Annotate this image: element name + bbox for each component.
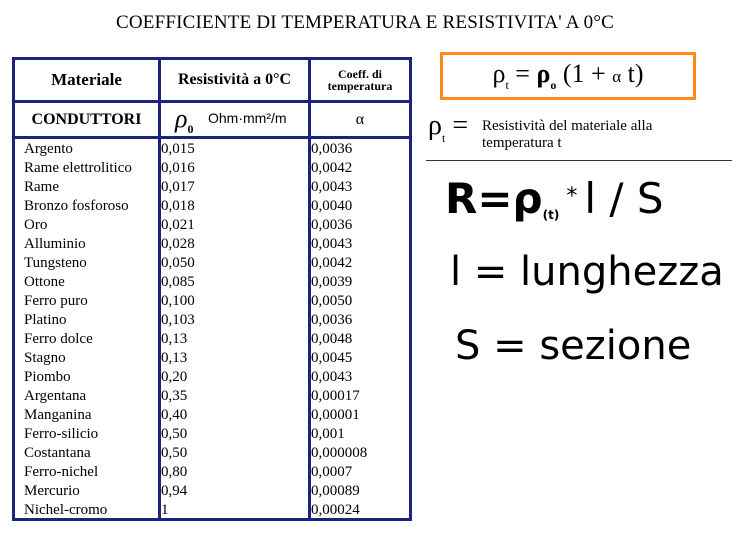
page-title: COEFFICIENTE DI TEMPERATURA E RESISTIVITA' A 0°C (116, 12, 614, 33)
resistivity-value: 0,50 (161, 426, 188, 442)
resistivity-value: 0,016 (161, 160, 195, 176)
resistivity-table (12, 57, 412, 521)
header-coefficient-line2: temperatura (327, 79, 393, 93)
material-name: Costantana (24, 445, 91, 461)
material-name: Ferro-nichel (24, 464, 99, 480)
category-conduttori: CONDUTTORI (31, 110, 142, 128)
resistance-formula: $R=\rho_{(t)}$ * l / S (445, 174, 664, 223)
resistivity-value: 0,13 (161, 331, 188, 347)
resistivity-value: 0,94 (161, 483, 188, 499)
coefficient-value: 0,0042 (311, 160, 353, 176)
resistivity-value: 0,100 (161, 293, 195, 309)
rho-t-definition-line2: temperatura t (482, 135, 562, 151)
coefficient-value: 0,0042 (311, 255, 353, 271)
resistivity-value: 0,050 (161, 255, 195, 271)
section-definition: S = sezione (455, 323, 692, 369)
material-name: Ferro dolce (24, 331, 93, 347)
resistivity-value: 0,20 (161, 369, 188, 385)
material-name: Stagno (24, 350, 66, 366)
coefficient-value: 0,0050 (311, 293, 353, 309)
coefficient-value: 0,0040 (311, 198, 353, 214)
coefficient-value: 0,0036 (311, 217, 353, 233)
resistivity-values-column (161, 140, 195, 520)
coefficient-value: 0,001 (311, 426, 345, 442)
temperature-formula: $\rho_t = \rho_o$ (1 + α t) (492, 59, 644, 92)
resistivity-value: 0,018 (161, 198, 195, 214)
resistivity-value: 0,015 (161, 141, 195, 157)
coefficient-value: 0,00089 (311, 483, 360, 499)
length-definition: l = lunghezza (450, 249, 724, 295)
coefficient-value: 0,0043 (311, 369, 353, 385)
temperature-formula-box (440, 52, 696, 100)
material-name: Ferro-silicio (24, 426, 99, 442)
material-name: Alluminio (24, 236, 86, 252)
coefficient-value: 0,00017 (311, 388, 360, 404)
material-names-column (24, 140, 132, 520)
material-name: Mercurio (24, 483, 80, 499)
coefficient-value: 0,00024 (311, 502, 360, 518)
rho-t-definition-line1: Resistività del materiale alla (482, 118, 653, 134)
coefficient-value: 0,000008 (311, 445, 368, 461)
resistivity-value: 1 (161, 502, 169, 518)
coefficient-value: 0,0048 (311, 331, 353, 347)
coefficient-value: 0,0036 (311, 312, 353, 328)
coefficient-value: 0,0043 (311, 179, 353, 195)
header-resistivity: Resistività a 0°C (177, 71, 292, 88)
resistivity-value: 0,021 (161, 217, 195, 233)
material-name: Rame elettrolitico (24, 160, 132, 176)
table-subheader-divider (15, 136, 409, 139)
coefficient-value: 0,0043 (311, 236, 353, 252)
resistivity-value: 0,017 (161, 179, 195, 195)
coefficient-values-column (311, 140, 367, 520)
coefficient-value: 0,0039 (311, 274, 353, 290)
material-name: Argento (24, 141, 73, 157)
alpha-symbol: α (355, 110, 365, 128)
resistivity-value: 0,085 (161, 274, 195, 290)
material-name: Argentana (24, 388, 87, 404)
resistivity-unit: Ohm·mm²/m (208, 110, 287, 126)
material-name: Nichel-cromo (24, 502, 108, 518)
material-name: Oro (24, 217, 48, 233)
resistivity-value: 0,40 (161, 407, 188, 423)
resistivity-value: 0,50 (161, 445, 188, 461)
rho-t-symbol: $\rho_t$ = (428, 110, 469, 145)
rho-t-definition (482, 118, 732, 152)
coefficient-value: 0,0036 (311, 141, 353, 157)
resistivity-value: 0,13 (161, 350, 188, 366)
resistivity-value: 0,028 (161, 236, 195, 252)
rho-zero-symbol: $\rho_0$ (175, 104, 194, 137)
material-name: Tungsteno (24, 255, 87, 271)
material-name: Platino (24, 312, 67, 328)
coefficient-value: 0,00001 (311, 407, 360, 423)
resistivity-value: 0,80 (161, 464, 188, 480)
header-coefficient-line1: Coeff. di (337, 67, 382, 81)
material-name: Manganina (24, 407, 92, 423)
header-coefficient (311, 60, 409, 100)
material-name: Ferro puro (24, 293, 88, 309)
material-name: Ottone (24, 274, 65, 290)
resistivity-value: 0,35 (161, 388, 188, 404)
coefficient-value: 0,0045 (311, 350, 353, 366)
coefficient-value: 0,0007 (311, 464, 353, 480)
resistivity-value: 0,103 (161, 312, 195, 328)
material-name: Bronzo fosforoso (24, 198, 129, 214)
material-name: Rame (24, 179, 59, 195)
formula-divider (426, 160, 732, 161)
material-name: Piombo (24, 369, 71, 385)
header-material: Materiale (51, 70, 122, 89)
